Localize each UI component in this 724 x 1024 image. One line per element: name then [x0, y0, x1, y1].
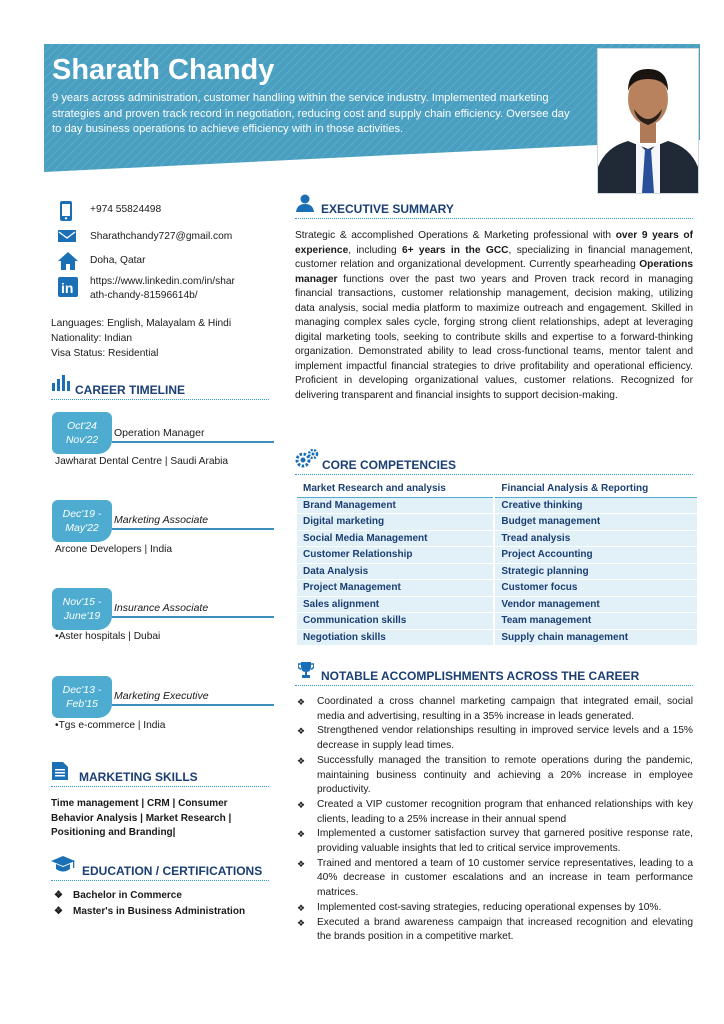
competency-cell: Market Research and analysis	[297, 481, 494, 497]
summary-text: , specializing in financial management, customer relation and organizational development. Currently spearheading	[295, 244, 693, 270]
table-row	[297, 613, 697, 630]
bar-chart-icon	[52, 375, 70, 391]
document-icon	[52, 762, 68, 780]
timeline-rule	[112, 704, 274, 706]
summary-text: , including	[348, 244, 402, 256]
table-row	[297, 497, 697, 514]
timeline-date-badge	[52, 500, 112, 542]
competency-cell: Digital marketing	[297, 514, 494, 531]
diamond-bullet-icon: ❖	[297, 697, 306, 707]
list-item	[297, 857, 693, 901]
timeline-date-start: Dec'19 -	[62, 508, 102, 520]
summary-text: functions over the past two years and Proven track record in managing financial transactions, customer relationship management, decision making, utilizing data analysis, social media platform to maximize outreach and engagement. Skilled in managing complex sales cycle, forging strong client relationships, adept at leveraging digital marketing tools, seeking to contribute skills and expertise to a forward-thinking organization. Demonstrated ability to lead cross-functional teams, mentor talent and implement impactful financial strategies to drive profitability and operational efficiency. Proficient in developing organizational values, customer relations. Recognized for delivering transparent and financial insights to support decision-making.	[295, 273, 693, 401]
competencies-table	[297, 481, 697, 646]
education-item-text: Bachelor in Commerce	[73, 890, 182, 901]
diamond-bullet-icon: ❖	[297, 799, 306, 810]
timeline-organization: Jawharat Dental Centre | Saudi Arabia	[55, 456, 229, 467]
timeline-rule	[112, 441, 274, 443]
skills-divider	[51, 786, 269, 787]
summary-text: Strategic & accomplished Operations & Marketing professional with	[295, 230, 616, 241]
education-item	[54, 906, 245, 917]
accomplishments-list	[297, 695, 693, 945]
competency-cell: Financial Analysis & Reporting	[494, 481, 697, 497]
executive-summary-text	[295, 229, 693, 403]
timeline-date-end: May'22	[65, 522, 99, 534]
timeline-date-start: Oct'24	[66, 420, 98, 432]
timeline-date-end: June'19	[63, 610, 101, 622]
portrait-icon	[598, 49, 698, 193]
competency-cell: Vendor management	[494, 596, 697, 613]
career-divider	[51, 399, 269, 400]
accomplishments-divider	[295, 685, 693, 686]
list-item	[297, 798, 693, 827]
table-row	[297, 481, 697, 497]
skills-line: Behavior Analysis | Market Research |	[51, 812, 232, 824]
email-link[interactable]: Sharathchandy727@gmail.com	[90, 231, 233, 242]
nationality: Nationality: Indian	[51, 333, 132, 344]
summary-divider	[295, 218, 693, 219]
timeline-date-end: Feb'15	[66, 698, 98, 710]
summary-highlight: 6+ years in the GCC	[401, 244, 509, 256]
diamond-bullet-icon: ❖	[297, 902, 306, 913]
diamond-bullet-icon: ❖	[297, 829, 306, 840]
phone-icon	[58, 201, 74, 221]
timeline-role: Operation Manager	[114, 427, 205, 439]
competency-cell: Communication skills	[297, 613, 494, 630]
marketing-skills-heading: MARKETING SKILLS	[79, 770, 198, 784]
list-item	[297, 901, 693, 916]
skills-line: Positioning and Branding|	[51, 827, 176, 838]
mail-icon	[58, 229, 76, 243]
timeline-role: Insurance Associate	[114, 602, 209, 614]
timeline-rule	[112, 528, 274, 530]
timeline-organization: •Tgs e-commerce | India	[55, 720, 166, 731]
header-tagline: 9 years across administration, customer handling within the service industry. Implemented marketing strategies and proven track record in negotiation, reducing cost and supply chain efficiency. Oversee day to day business operations to achieve efficiency with in those activities.	[52, 92, 570, 135]
table-row	[297, 530, 697, 547]
education-item	[54, 890, 182, 901]
timeline-date-badge	[52, 412, 112, 454]
competency-cell: Customer Relationship	[297, 547, 494, 564]
gears-icon	[295, 449, 319, 469]
executive-summary-heading: EXECUTIVE SUMMARY	[321, 202, 454, 216]
timeline-date-start: Dec'13 -	[62, 684, 102, 696]
core-competencies-heading: CORE COMPETENCIES	[322, 458, 457, 472]
timeline-role: Marketing Associate	[114, 514, 209, 526]
table-row	[297, 629, 697, 646]
list-item	[297, 754, 693, 798]
list-item	[297, 916, 693, 945]
timeline-date-end: Nov'22	[65, 434, 99, 446]
person-icon	[296, 194, 314, 212]
competency-cell: Project Accounting	[494, 547, 697, 564]
timeline-rule	[112, 616, 274, 618]
competency-cell: Customer focus	[494, 580, 697, 597]
linkedin-icon	[58, 277, 78, 297]
marketing-skills-list	[51, 797, 271, 841]
competency-cell: Team management	[494, 613, 697, 630]
trophy-icon	[298, 662, 314, 678]
education-item-text: Master's in Business Administration	[73, 906, 246, 917]
diamond-bullet-icon: ❖	[54, 906, 63, 917]
diamond-bullet-icon: ❖	[297, 755, 306, 766]
graduation-cap-icon	[51, 856, 75, 874]
competency-cell: Social Media Management	[297, 530, 494, 547]
diamond-bullet-icon: ❖	[54, 890, 63, 901]
list-item	[297, 724, 693, 753]
education-divider	[51, 880, 269, 881]
timeline-organization: Arcone Developers | India	[55, 544, 173, 555]
phone-number[interactable]: +974 55824498	[90, 204, 162, 215]
competency-cell: Budget management	[494, 514, 697, 531]
candidate-name: Sharath Chandy	[52, 54, 275, 86]
competency-cell: Sales alignment	[297, 596, 494, 613]
svg-text:in: in	[61, 280, 74, 296]
diamond-bullet-icon: ❖	[297, 917, 306, 928]
diamond-bullet-icon: ❖	[297, 726, 306, 737]
timeline-role: Marketing Executive	[114, 690, 209, 702]
competency-cell: Negotiation skills	[297, 629, 494, 646]
accomplishment-text: Created a VIP customer recognition program that enhanced relationships with key clients, leading to a 25% increase in their annual spend	[317, 798, 693, 825]
header-banner	[44, 44, 700, 172]
linkedin-url-line2[interactable]: ath-chandy-81596614b/	[90, 290, 198, 301]
competency-cell: Supply chain management	[494, 629, 697, 646]
skills-line: Time management | CRM | Consumer	[51, 798, 228, 809]
timeline-organization: •Aster hospitals | Dubai	[55, 631, 161, 642]
table-row	[297, 547, 697, 564]
competency-cell: Brand Management	[297, 497, 494, 514]
career-timeline-heading: CAREER TIMELINE	[75, 383, 186, 397]
location-text: Doha, Qatar	[90, 255, 146, 266]
linkedin-url-line1[interactable]: https://www.linkedin.com/in/shar	[90, 276, 235, 287]
accomplishment-text: Implemented a customer satisfaction survey that garnered positive response rate, providing valuable insights that led to critical service improvements.	[317, 828, 693, 855]
competency-cell: Tread analysis	[494, 530, 697, 547]
accomplishment-text: Trained and mentored a team of 10 customer service representatives, leading to a 40% decrease in customer escalations and an increase in team performance matrices.	[317, 857, 693, 899]
accomplishment-text: Successfully managed the transition to remote operations during the pandemic, maintaining business continuity and achieving a 20% increase in employee productivity.	[317, 754, 693, 796]
competency-cell: Strategic planning	[494, 563, 697, 580]
accomplishment-text: Strengthened vendor relationships resulting in improved service levels and a 15% decrease in supply lead times.	[317, 725, 693, 752]
table-row	[297, 514, 697, 531]
summary-highlight: over 9 years of experience	[295, 230, 694, 256]
list-item	[297, 827, 693, 856]
profile-photo	[597, 48, 699, 194]
table-row	[297, 596, 697, 613]
accomplishment-text: Executed a brand awareness campaign that increased recognition and elevating the brands position in a competitive market.	[317, 916, 693, 943]
timeline-date-badge	[52, 676, 112, 718]
accomplishment-text: Implemented cost-saving strategies, reducing operational expenses by 10%.	[317, 901, 662, 913]
languages: Languages: English, Malayalam & Hindi	[51, 318, 232, 329]
summary-highlight: Operations manager	[295, 259, 693, 285]
table-row	[297, 563, 697, 580]
timeline-date-start: Nov'15 -	[62, 596, 102, 608]
accomplishment-text: Coordinated a cross channel marketing campaign that integrated email, social media and advertising, resulting in a 35% increase in leads generated.	[317, 696, 693, 722]
competencies-divider	[295, 474, 693, 475]
competency-cell: Project Management	[297, 580, 494, 597]
accomplishments-heading: NOTABLE ACCOMPLISHMENTS ACROSS THE CAREER	[321, 669, 640, 683]
visa-status: Visa Status: Residential	[51, 348, 159, 359]
home-icon	[58, 252, 78, 270]
diamond-bullet-icon: ❖	[297, 858, 306, 869]
list-item	[297, 695, 693, 724]
competency-cell: Data Analysis	[297, 563, 494, 580]
timeline-date-badge	[52, 588, 112, 630]
table-row	[297, 580, 697, 597]
competency-cell: Creative thinking	[494, 497, 697, 514]
education-heading: EDUCATION / CERTIFICATIONS	[82, 864, 263, 878]
